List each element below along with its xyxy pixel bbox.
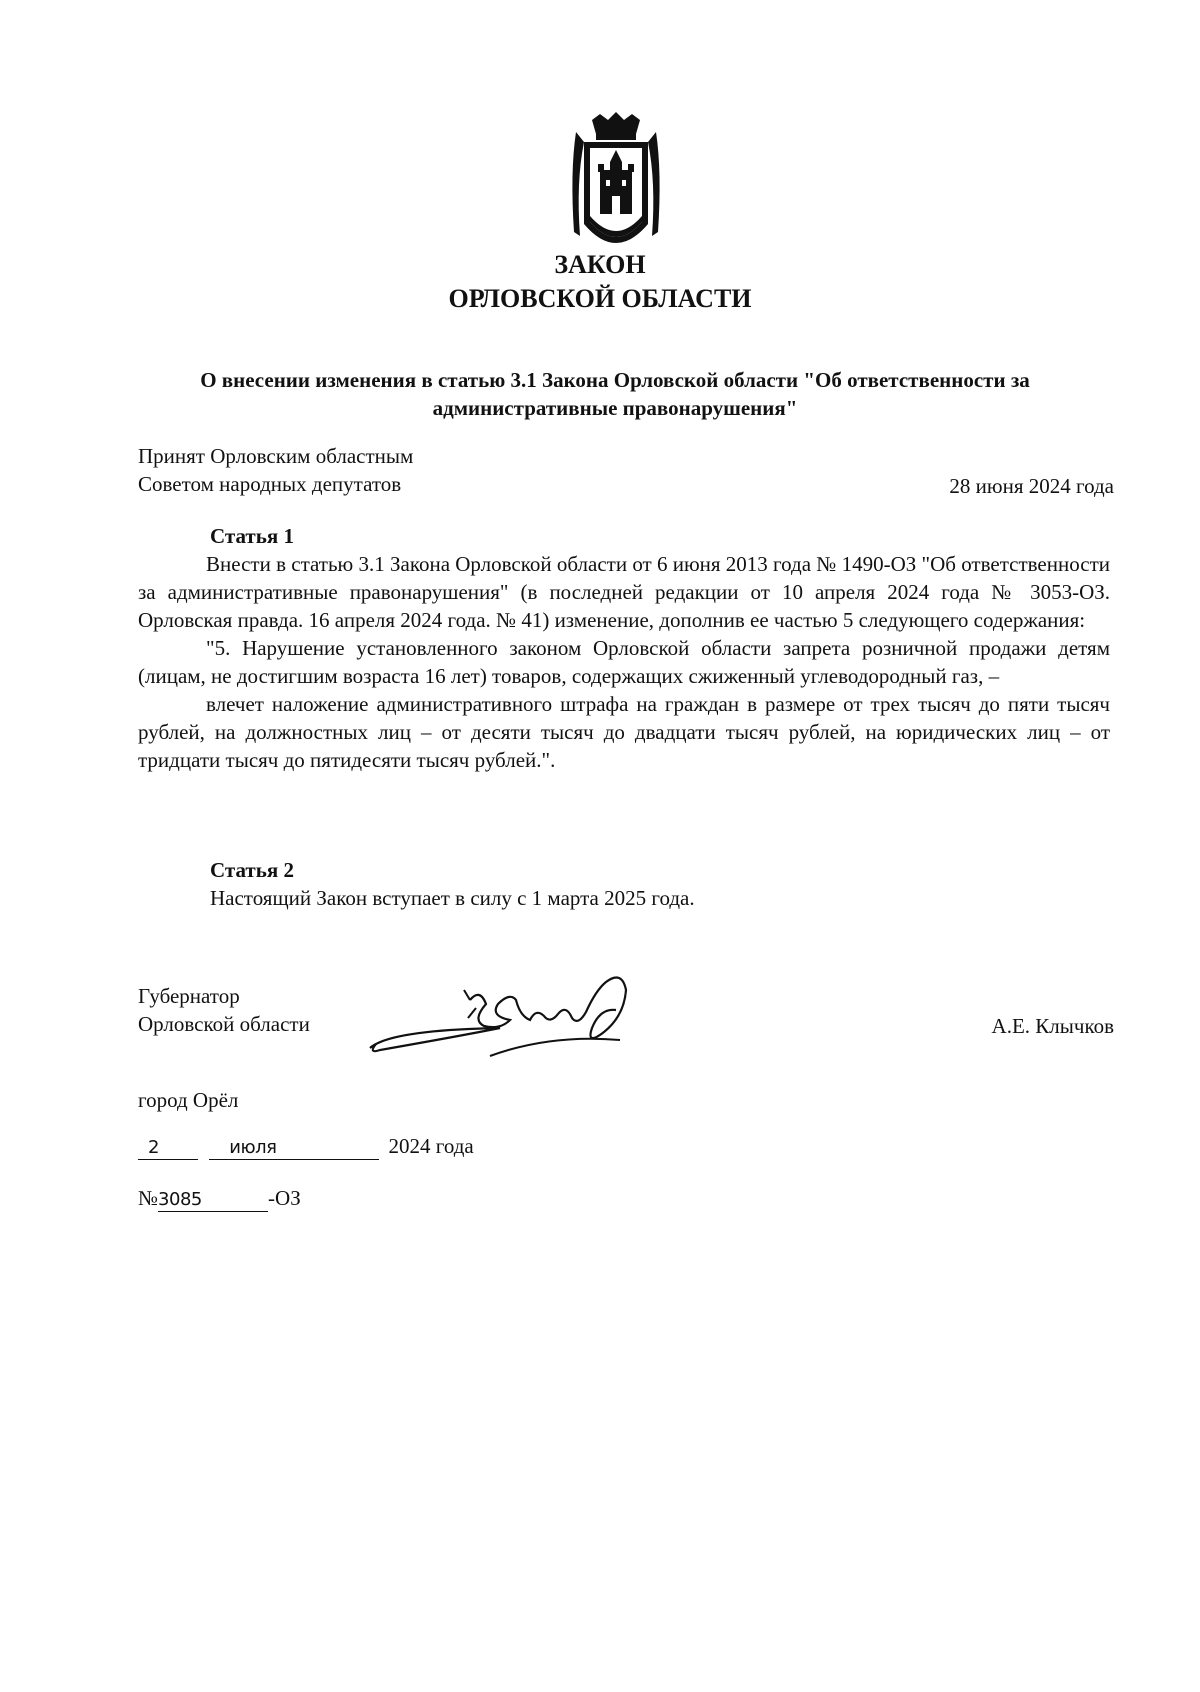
handwritten-signature [360, 960, 660, 1070]
adoption-date: 28 июня 2024 года [949, 474, 1114, 498]
signatory-name: А.Е. Клычков [991, 1014, 1114, 1038]
signatory-role-line2: Орловской области [138, 1012, 310, 1036]
article1-body [138, 550, 1110, 774]
doc-title-line1: ЗАКОН [554, 250, 646, 279]
law-number [138, 1184, 301, 1212]
subtitle-line2: административные правонарушения" [432, 396, 798, 420]
date-month: июля [209, 1137, 379, 1160]
signing-date [138, 1132, 474, 1160]
adoption-line2: Советом народных депутатов [138, 472, 402, 496]
number-value: 3085 [158, 1189, 268, 1212]
date-year: 2024 года [388, 1134, 474, 1158]
signatory-role-line1: Губернатор [138, 984, 240, 1008]
doc-subtitle [135, 366, 1095, 422]
article1-para2: "5. Нарушение установленного законом Орловской области запрета розничной продажи детям (лицам, не достигшим возраста 16 лет) товаров, содержащих сжиженный углеводородный газ, – [138, 636, 1110, 688]
doc-title-line2: ОРЛОВСКОЙ ОБЛАСТИ [448, 284, 752, 313]
coat-of-arms-icon [570, 112, 662, 260]
article2-para1: Настоящий Закон вступает в силу с 1 марта 2025 года. [210, 886, 695, 910]
subtitle-line1: О внесении изменения в статью 3.1 Закона Орловской области "Об ответственности за [200, 368, 1030, 392]
article2-heading: Статья 2 [210, 858, 294, 882]
date-day: 2 [138, 1137, 198, 1160]
article1-para1: Внести в статью 3.1 Закона Орловской области от 6 июня 2013 года № 1490-ОЗ "Об ответственности за административные правонарушения" (в последней редакции от 10 апреля 2024 года № 3053-ОЗ. Орловская правда. 16 апреля 2024 года. № 41) изменение, дополнив ее частью 5 следующего содержания: [138, 552, 1110, 632]
adoption-line1: Принят Орловским областным [138, 444, 414, 468]
city: город Орёл [138, 1088, 239, 1112]
article1-para3: влечет наложение административного штрафа на граждан в размере от трех тысяч до пяти тысяч рублей, на должностных лиц – от десяти тысяч до двадцати тысяч рублей, на юридических лиц – от тридцати тысяч до пятидесяти тысяч рублей.". [138, 692, 1110, 772]
number-suffix: -ОЗ [268, 1186, 301, 1210]
number-prefix: № [138, 1186, 159, 1210]
article1-heading: Статья 1 [210, 524, 294, 548]
